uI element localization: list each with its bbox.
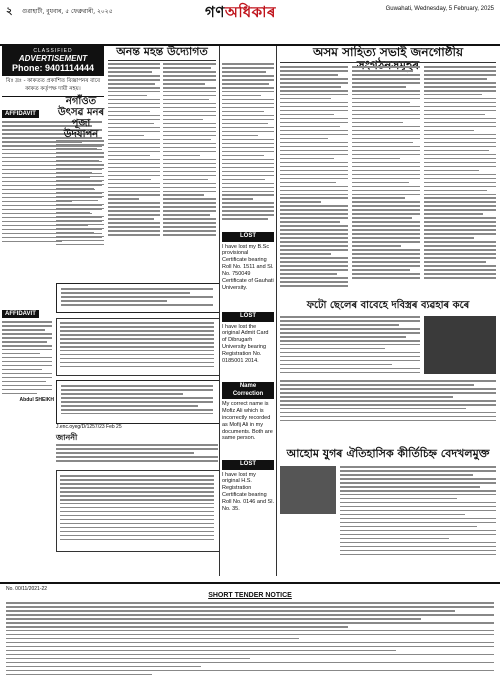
bottom-article-text [340, 466, 496, 558]
classified-label: CLASSIFIED [33, 48, 73, 54]
bottom-photo [280, 466, 336, 514]
tender-notice [6, 586, 494, 678]
classified-phone: Phone: 9401114444 [11, 63, 95, 73]
bottom-article-headline: আহোম যুগৰ ঐতিহাসিক কীৰ্তিচিহ্ন বেদখলমুক্ত [286, 447, 490, 460]
lost-notice-3: LOST I have lost my original H.S. Registration Certificate bearing Roll No. 0146 and Sl. No. 35. [222, 461, 274, 512]
affidavit-name: Abdul SHEIKH [19, 396, 54, 403]
lost-notice-1: LOST I have lost my B.Sc provisional Certificate bearing Roll No. 1511 and Sl. No. 750049 Certificate of Gauhati University. [222, 233, 274, 291]
affidavit-tag: AFFIDAVIT [2, 110, 39, 118]
left-article-headline: অনন্ত মহন্ত উদ্যোগত [116, 45, 208, 58]
right-article-col2 [352, 66, 420, 281]
photo-article-text-2 [280, 380, 496, 424]
middle-article-text [222, 63, 274, 222]
left-article-col1 [108, 63, 160, 238]
right-article-col1 [280, 66, 348, 289]
newspaper-logo [205, 1, 276, 26]
left-article-col2 [163, 63, 216, 238]
logo-mid: অধিকাৰ [224, 3, 276, 21]
middle-ad-box [56, 283, 220, 313]
date-left: গুৱাহাটী, বুধবাৰ, ৫ ফেব্ৰুৱাৰী, ২০২৫ [22, 8, 113, 15]
photo-article-text [280, 316, 420, 376]
affidavit2-tag: AFFIDAVIT [2, 310, 39, 318]
schedule-table [56, 318, 220, 376]
logo-left: গণ [205, 3, 225, 21]
news-photo [424, 316, 496, 374]
side-headline: নগাঁওত উৎসৱ মনৰ পূজা উদযাপন [57, 96, 105, 140]
side-article-text [56, 140, 104, 248]
right-article-headline: অসম সাহিত্য সভাই জনগোষ্ঠীয় [312, 45, 464, 59]
bottom-left-ref: J.enc.oyeg/D/1257/23 Feb 25 [56, 424, 122, 430]
tender-ref: No. 00/11/2021-22 [6, 586, 48, 592]
photo-article-headline: ফটো ছেলেৰ বাবেহে দবিস্ত্ৰৰ ব্যৱহাৰ কৰে [306, 300, 470, 311]
name-correction-notice: Name Correction My correct name is Mofiz Ali which is incorrectly recorded as Mofij Ali in my documents. Both are same person. [222, 383, 273, 442]
masthead [0, 0, 500, 46]
tender-title: SHORT TENDER NOTICE [208, 592, 292, 599]
tender-box [56, 380, 220, 424]
classified-title: ADVERTISEMENT [18, 54, 88, 63]
classified-note: বিঃ দ্ৰঃ - কাকতত প্ৰকাশিত বিজ্ঞাপনৰ বাবে কাকত কৰ্তৃপক্ষ দায়ী নহয়। [2, 76, 104, 97]
date-right: Guwahati, Wednesday, 5 February, 2025 [385, 6, 494, 12]
affidavit2 [2, 300, 54, 403]
page-number: ২ [6, 6, 13, 17]
jananee-table [56, 470, 220, 552]
bottom-left-heading: জাননী [56, 432, 78, 442]
lost-notice-2: LOST I have lost the original Admit Card of Dibrugarh University bearing Registration No. 0185001 2014. [222, 312, 274, 365]
bottom-left-text [56, 444, 218, 464]
right-article-col3 [424, 66, 496, 281]
classified-header [2, 46, 104, 76]
